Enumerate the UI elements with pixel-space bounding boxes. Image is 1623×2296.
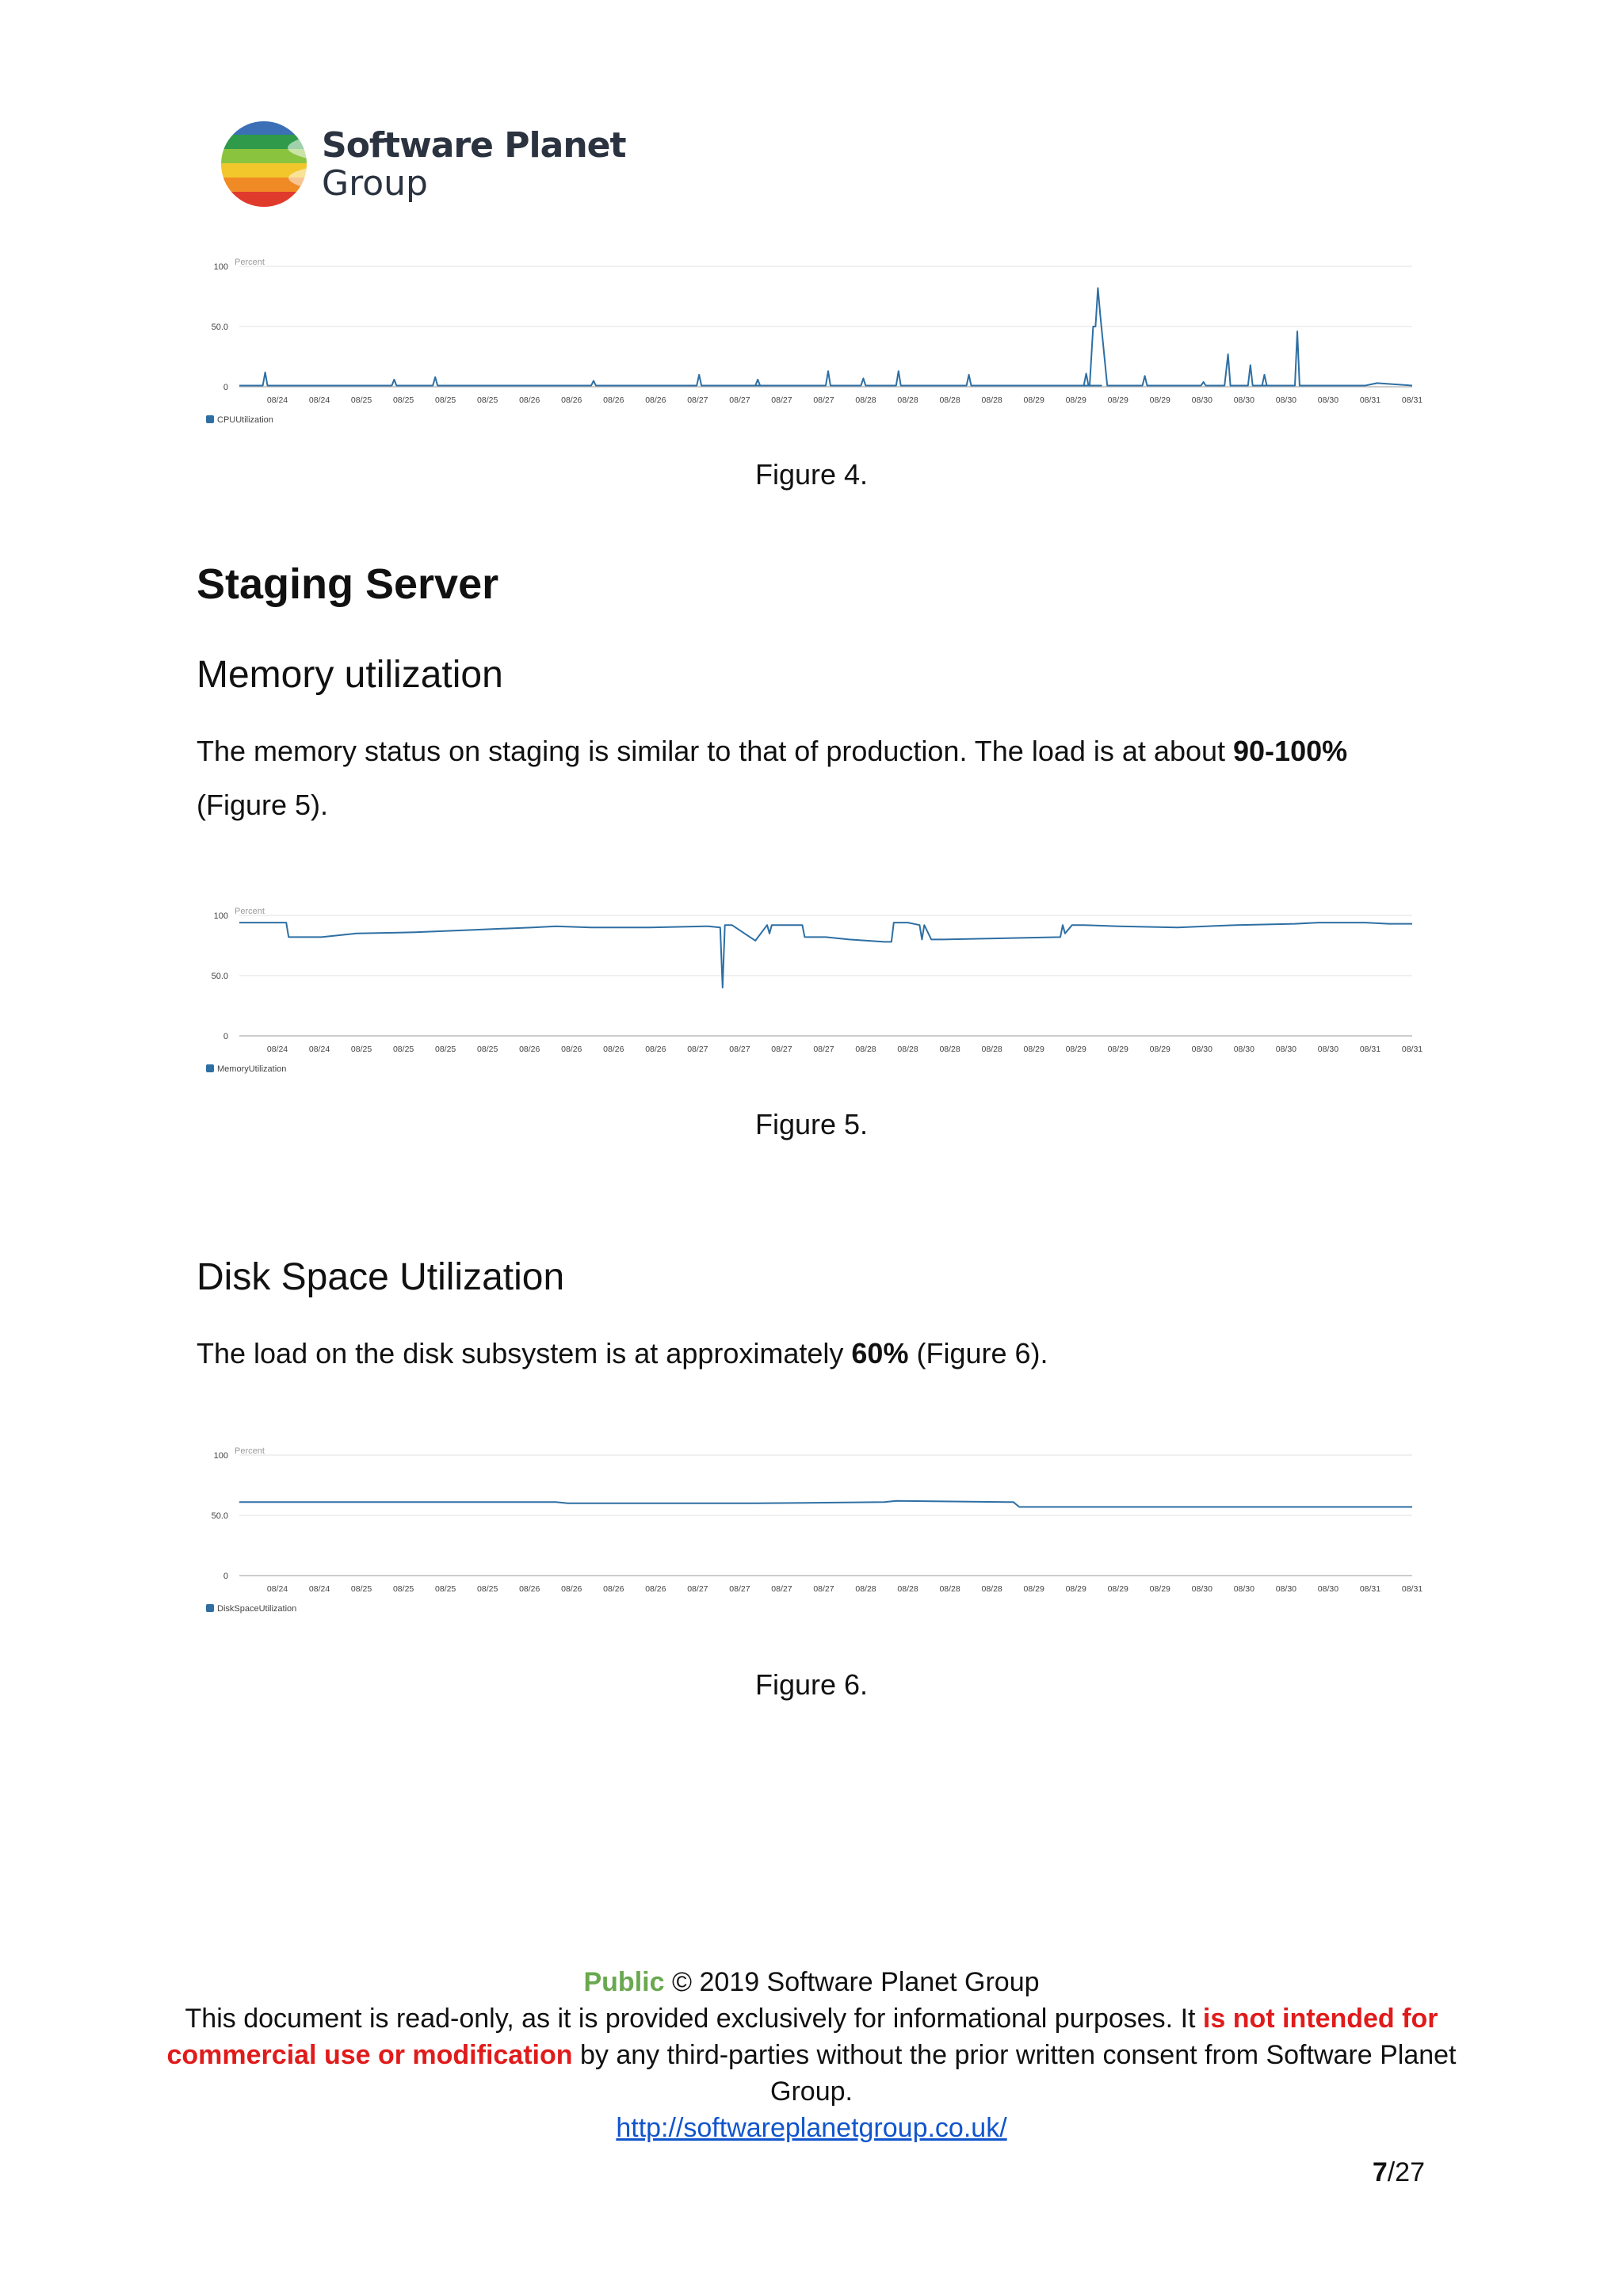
y-tick-label: 50.0 bbox=[211, 1511, 228, 1521]
section-title: Staging Server bbox=[197, 560, 499, 608]
x-tick-label: 08/28 bbox=[897, 1584, 918, 1594]
x-tick-label: 08/30 bbox=[1275, 1045, 1297, 1054]
x-tick-label: 08/26 bbox=[645, 1584, 666, 1594]
x-tick-label: 08/26 bbox=[645, 1045, 666, 1054]
x-tick-label: 08/28 bbox=[855, 1584, 876, 1594]
x-tick-label: 08/29 bbox=[1107, 395, 1128, 405]
x-tick-label: 08/27 bbox=[687, 1045, 708, 1054]
x-tick-label: 08/25 bbox=[435, 1045, 456, 1054]
x-tick-label: 08/24 bbox=[308, 1584, 330, 1594]
page-number bbox=[1347, 2157, 1425, 2188]
memory-text-before: The memory status on staging is similar to that of production. The load is at about bbox=[197, 735, 1234, 767]
y-axis-label: Percent bbox=[235, 907, 265, 916]
footer-website-link[interactable]: http://softwareplanetgroup.co.uk/ bbox=[616, 2113, 1007, 2143]
y-tick-label: 50.0 bbox=[211, 972, 228, 981]
x-tick-label: 08/29 bbox=[1149, 395, 1170, 405]
memory-text-after: (Figure 5). bbox=[197, 789, 329, 821]
x-tick-label: 08/30 bbox=[1233, 1584, 1254, 1594]
x-tick-label: 08/28 bbox=[855, 395, 876, 405]
x-tick-label: 08/25 bbox=[435, 1584, 456, 1594]
x-tick-label: 08/31 bbox=[1401, 1045, 1423, 1054]
x-tick-label: 08/27 bbox=[687, 395, 708, 405]
figure-4-caption: Figure 4. bbox=[754, 458, 869, 491]
footer-notice bbox=[158, 2000, 1465, 2110]
y-tick-label: 100 bbox=[213, 1451, 228, 1461]
x-tick-label: 08/29 bbox=[1023, 1045, 1044, 1054]
legend-swatch bbox=[206, 1064, 214, 1072]
x-tick-label: 08/26 bbox=[561, 1584, 582, 1594]
x-tick-label: 08/29 bbox=[1065, 1045, 1086, 1054]
memory-bold-value: 90-100% bbox=[1233, 735, 1348, 767]
x-tick-label: 08/27 bbox=[729, 1584, 750, 1594]
logo-sub: Group bbox=[322, 163, 428, 204]
x-tick-label: 08/26 bbox=[519, 1584, 540, 1594]
x-tick-label: 08/26 bbox=[603, 1584, 624, 1594]
y-axis-label: Percent bbox=[235, 1446, 265, 1456]
figure-5-caption: Figure 5. bbox=[754, 1108, 869, 1140]
y-tick-label: 100 bbox=[213, 911, 228, 921]
x-tick-label: 08/26 bbox=[603, 1045, 624, 1054]
x-tick-label: 08/31 bbox=[1401, 1584, 1423, 1594]
x-tick-label: 08/30 bbox=[1275, 1584, 1297, 1594]
x-tick-label: 08/24 bbox=[308, 1045, 330, 1054]
x-tick-label: 08/26 bbox=[519, 395, 540, 405]
memory-paragraph bbox=[197, 724, 1433, 832]
x-tick-label: 08/28 bbox=[981, 1045, 1002, 1054]
x-tick-label: 08/25 bbox=[350, 395, 372, 405]
x-tick-label: 08/29 bbox=[1023, 395, 1044, 405]
x-tick-label: 08/25 bbox=[477, 1045, 498, 1054]
disk-text-before: The load on the disk subsystem is at approximately bbox=[197, 1337, 852, 1370]
x-tick-label: 08/25 bbox=[392, 1045, 414, 1054]
series-line bbox=[239, 923, 1412, 988]
x-tick-label: 08/25 bbox=[392, 395, 414, 405]
x-tick-label: 08/30 bbox=[1191, 1584, 1212, 1594]
x-tick-label: 08/25 bbox=[392, 1584, 414, 1594]
footer-notice-warning: is not intended for commercial use or modification bbox=[166, 2004, 1438, 2070]
x-tick-label: 08/30 bbox=[1191, 395, 1212, 405]
legend-label: MemoryUtilization bbox=[217, 1064, 287, 1074]
memory-utilization-chart bbox=[198, 901, 1426, 1075]
x-tick-label: 08/25 bbox=[350, 1584, 372, 1594]
disk-bold-value: 60% bbox=[851, 1337, 909, 1370]
x-tick-label: 08/28 bbox=[897, 1045, 918, 1054]
x-tick-label: 08/24 bbox=[308, 395, 330, 405]
x-tick-label: 08/29 bbox=[1065, 1584, 1086, 1594]
footer bbox=[158, 1964, 1465, 2146]
x-tick-label: 08/30 bbox=[1317, 1045, 1339, 1054]
legend-swatch bbox=[206, 1604, 214, 1612]
chart-svg bbox=[198, 901, 1426, 1075]
x-tick-label: 08/29 bbox=[1107, 1045, 1128, 1054]
x-tick-label: 08/27 bbox=[729, 395, 750, 405]
x-tick-label: 08/29 bbox=[1065, 395, 1086, 405]
company-logo bbox=[220, 120, 632, 216]
x-tick-label: 08/25 bbox=[477, 1584, 498, 1594]
x-tick-label: 08/30 bbox=[1317, 1584, 1339, 1594]
x-tick-label: 08/26 bbox=[603, 395, 624, 405]
x-tick-label: 08/25 bbox=[477, 395, 498, 405]
chart-svg bbox=[198, 1441, 1426, 1615]
y-tick-label: 0 bbox=[223, 1032, 228, 1041]
footer-copyright: © 2019 Software Planet Group bbox=[664, 1967, 1040, 1997]
footer-copyright-line bbox=[158, 1964, 1465, 2000]
x-tick-label: 08/28 bbox=[855, 1045, 876, 1054]
x-tick-label: 08/28 bbox=[981, 395, 1002, 405]
footer-notice-b: by any third-parties without the prior written consent from Software Planet Group. bbox=[572, 2040, 1457, 2107]
x-tick-label: 08/30 bbox=[1317, 395, 1339, 405]
x-tick-label: 08/24 bbox=[266, 395, 288, 405]
legend-label: DiskSpaceUtilization bbox=[217, 1604, 297, 1614]
series-line bbox=[239, 1501, 1412, 1507]
figure-6-caption: Figure 6. bbox=[754, 1668, 869, 1701]
logo-name: Software Planet bbox=[322, 125, 626, 166]
x-tick-label: 08/24 bbox=[266, 1045, 288, 1054]
footer-notice-a: This document is read-only, as it is provided exclusively for informational purposes. It bbox=[185, 2004, 1203, 2034]
page-current: 7 bbox=[1372, 2157, 1388, 2187]
x-tick-label: 08/29 bbox=[1149, 1045, 1170, 1054]
footer-public-label: Public bbox=[583, 1967, 665, 1997]
disk-heading: Disk Space Utilization bbox=[197, 1256, 565, 1298]
memory-heading: Memory utilization bbox=[197, 654, 503, 696]
x-tick-label: 08/30 bbox=[1233, 395, 1254, 405]
x-tick-label: 08/26 bbox=[519, 1045, 540, 1054]
x-tick-label: 08/28 bbox=[939, 1584, 960, 1594]
x-tick-label: 08/25 bbox=[435, 395, 456, 405]
x-tick-label: 08/29 bbox=[1107, 1584, 1128, 1594]
x-tick-label: 08/26 bbox=[561, 1045, 582, 1054]
y-tick-label: 100 bbox=[213, 262, 228, 272]
x-tick-label: 08/31 bbox=[1401, 395, 1423, 405]
x-tick-label: 08/28 bbox=[897, 395, 918, 405]
x-tick-label: 08/31 bbox=[1359, 1045, 1381, 1054]
cpu-utilization-chart bbox=[198, 252, 1426, 426]
x-tick-label: 08/31 bbox=[1359, 1584, 1381, 1594]
x-tick-label: 08/25 bbox=[350, 1045, 372, 1054]
y-tick-label: 0 bbox=[223, 1572, 228, 1581]
x-tick-label: 08/28 bbox=[981, 1584, 1002, 1594]
x-tick-label: 08/27 bbox=[813, 395, 834, 405]
y-axis-label: Percent bbox=[235, 258, 265, 267]
series-line bbox=[239, 288, 1412, 385]
disk-paragraph bbox=[197, 1327, 1433, 1381]
x-tick-label: 08/29 bbox=[1149, 1584, 1170, 1594]
x-tick-label: 08/31 bbox=[1359, 395, 1381, 405]
disk-text-after: (Figure 6). bbox=[908, 1337, 1048, 1370]
x-tick-label: 08/26 bbox=[645, 395, 666, 405]
x-tick-label: 08/27 bbox=[771, 1045, 792, 1054]
x-tick-label: 08/27 bbox=[771, 1584, 792, 1594]
x-tick-label: 08/27 bbox=[813, 1584, 834, 1594]
page-total: /27 bbox=[1387, 2157, 1425, 2187]
logo-globe-icon bbox=[220, 120, 307, 208]
x-tick-label: 08/27 bbox=[771, 395, 792, 405]
legend-label: CPUUtilization bbox=[217, 415, 273, 425]
x-tick-label: 08/30 bbox=[1233, 1045, 1254, 1054]
chart-svg bbox=[198, 252, 1426, 426]
x-tick-label: 08/24 bbox=[266, 1584, 288, 1594]
x-tick-label: 08/27 bbox=[729, 1045, 750, 1054]
x-tick-label: 08/28 bbox=[939, 1045, 960, 1054]
legend-swatch bbox=[206, 415, 214, 423]
x-tick-label: 08/28 bbox=[939, 395, 960, 405]
x-tick-label: 08/27 bbox=[813, 1045, 834, 1054]
x-tick-label: 08/26 bbox=[561, 395, 582, 405]
x-tick-label: 08/27 bbox=[687, 1584, 708, 1594]
y-tick-label: 50.0 bbox=[211, 323, 228, 332]
x-tick-label: 08/29 bbox=[1023, 1584, 1044, 1594]
disk-utilization-chart bbox=[198, 1441, 1426, 1615]
y-tick-label: 0 bbox=[223, 383, 228, 392]
x-tick-label: 08/30 bbox=[1191, 1045, 1212, 1054]
x-tick-label: 08/30 bbox=[1275, 395, 1297, 405]
